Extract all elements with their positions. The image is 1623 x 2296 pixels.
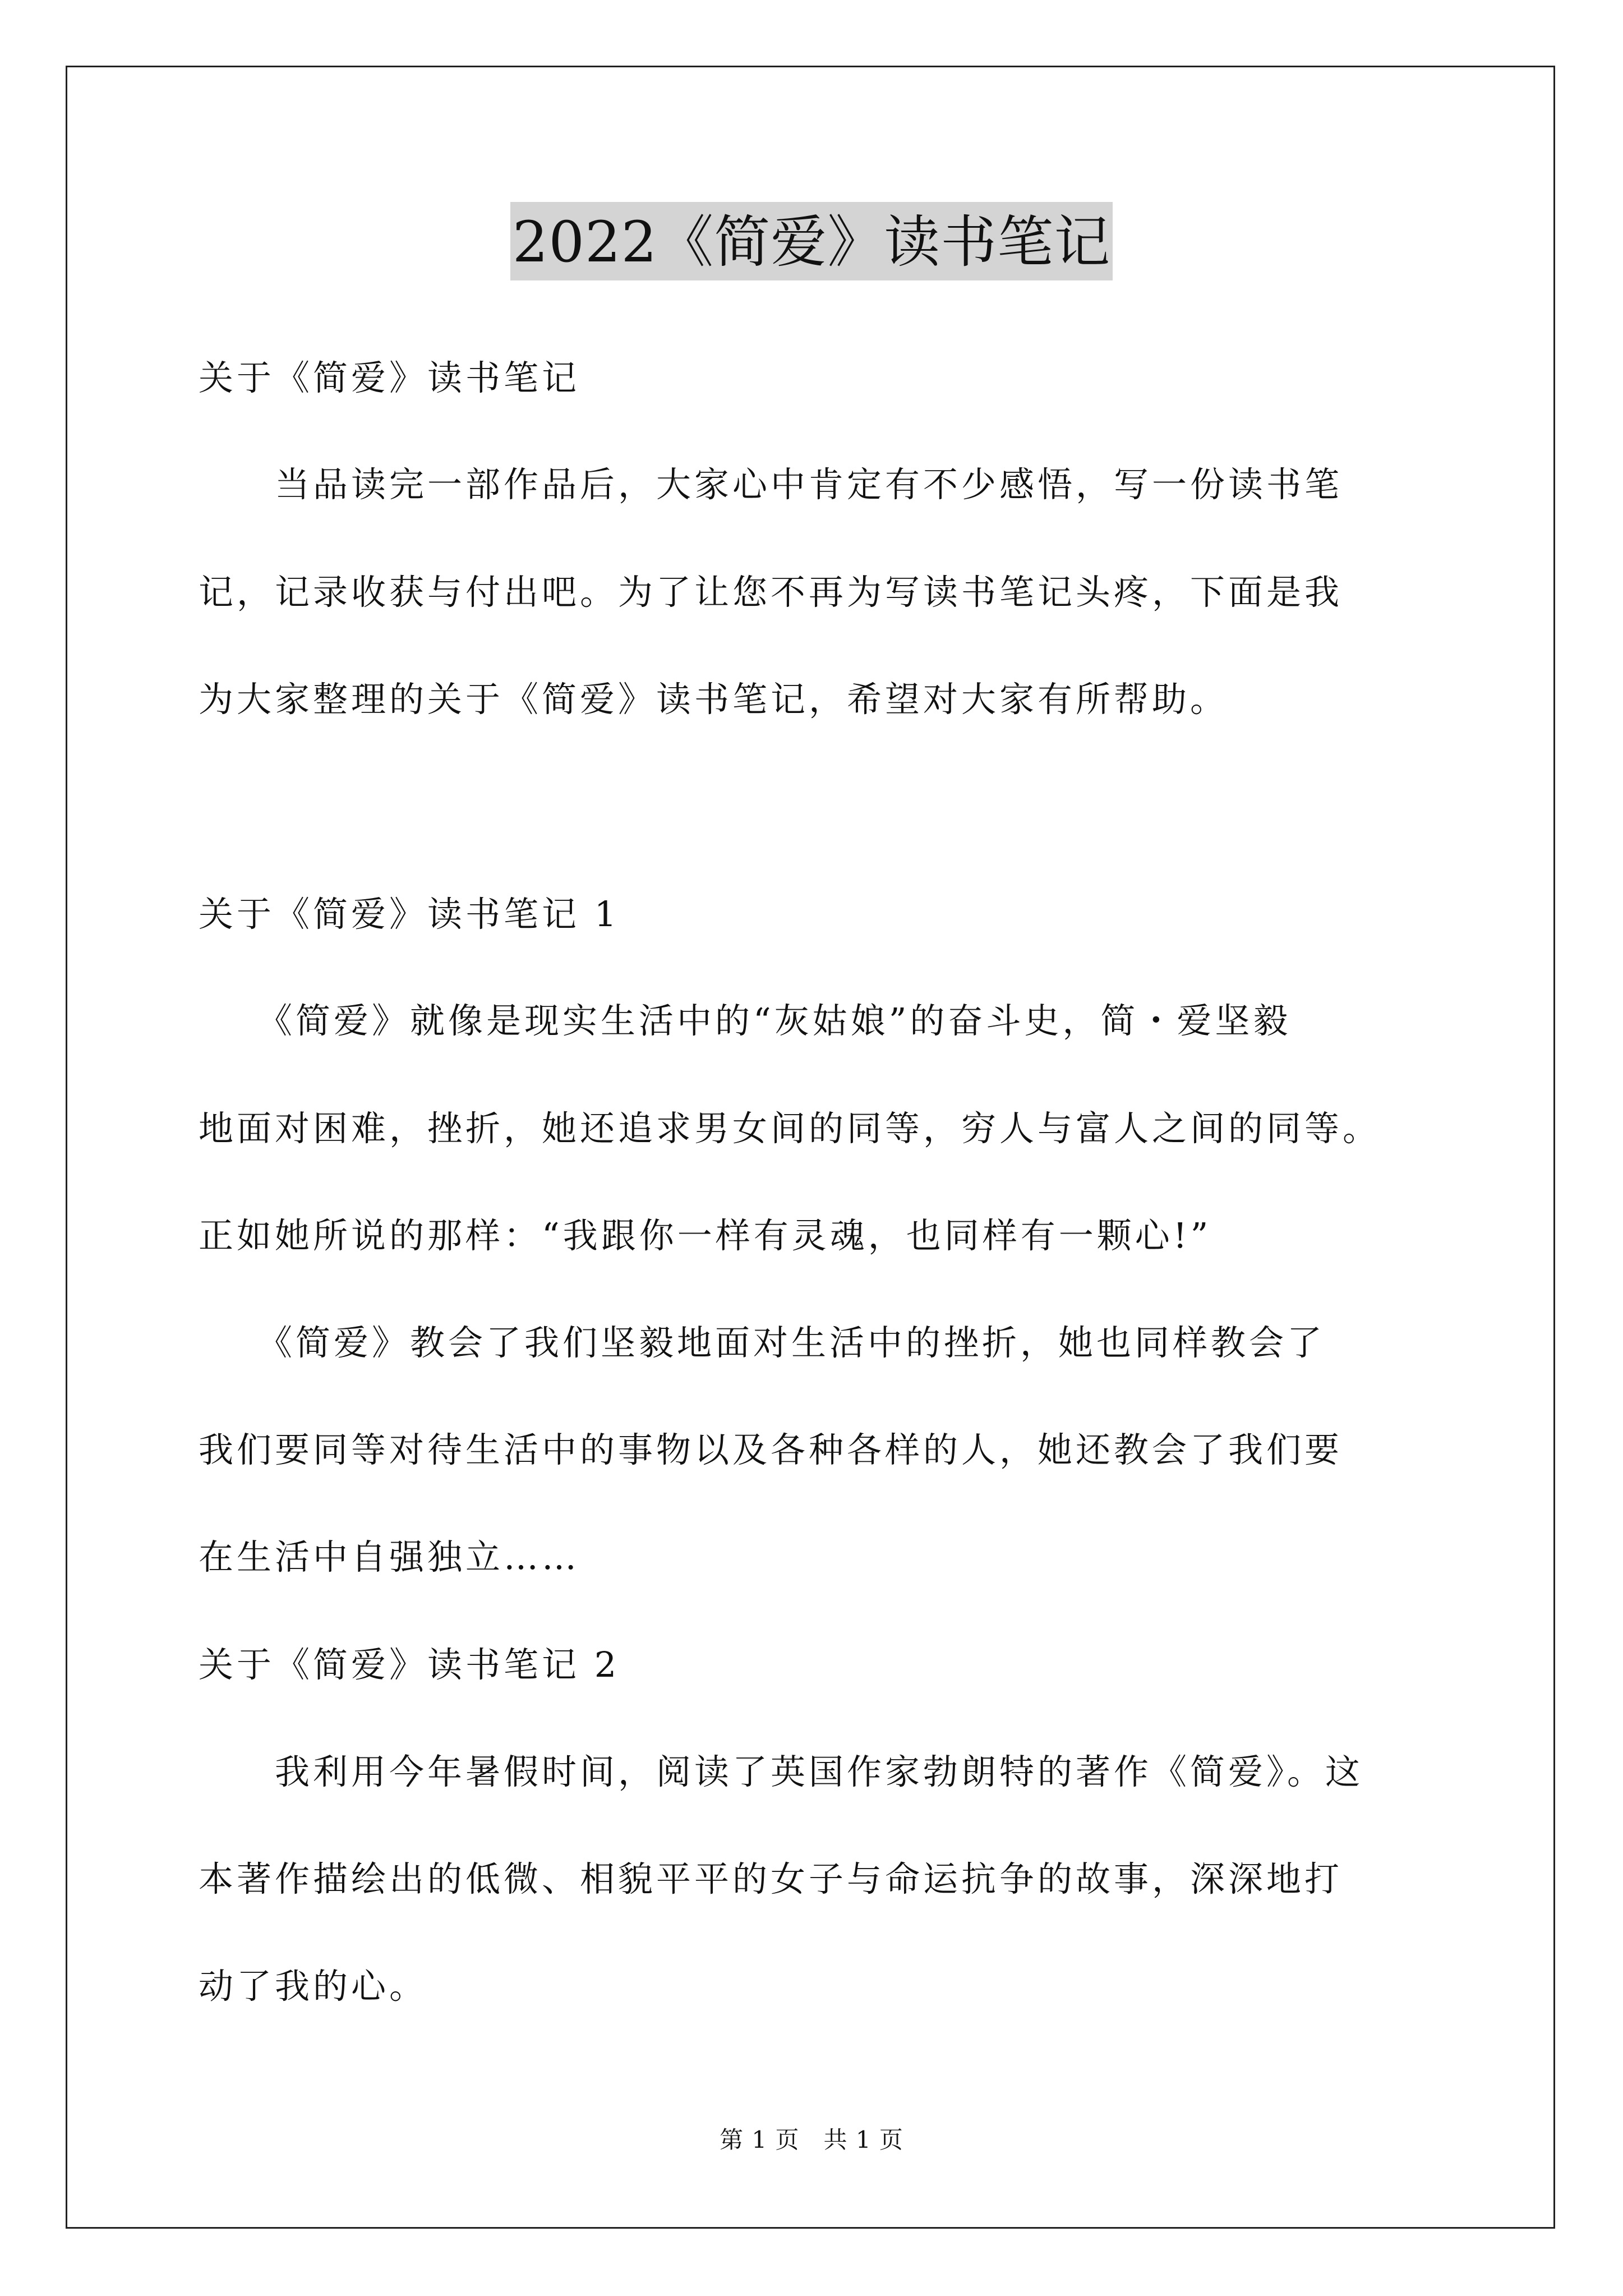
paragraph-line: 动了我的心。 xyxy=(199,1966,428,2007)
paragraph-line: 本著作描绘出的低微、相貌平平的女子与命运抗争的故事，深深地打 xyxy=(199,1858,1343,1899)
paragraph-line: 我利用今年暑假时间，阅读了英国作家勃朗特的著作《简爱》。这 xyxy=(199,1751,1364,1792)
heading-note-2: 关于《简爱》读书笔记 2 xyxy=(199,1644,620,1685)
paragraph-line: 正如她所说的那样：“我跟你一样有灵魂，也同样有一颗心!” xyxy=(199,1215,1212,1256)
paragraph-line: 在生活中自强独立…… xyxy=(199,1536,580,1577)
heading-note-1: 关于《简爱》读书笔记 1 xyxy=(199,894,620,935)
paragraph-line: 当品读完一部作品后，大家心中肯定有不少感悟，写一份读书笔 xyxy=(199,464,1343,505)
heading-intro: 关于《简爱》读书笔记 xyxy=(199,357,580,398)
document-title: 2022《简爱》读书笔记 xyxy=(510,202,1113,280)
paragraph-line: 为大家整理的关于《简爱》读书笔记，希望对大家有所帮助。 xyxy=(199,679,1229,720)
paragraph-line: 《简爱》就像是现实生活中的“灰姑娘”的奋斗史，简・爱坚毅 xyxy=(199,1000,1292,1041)
paragraph-line: 记，记录收获与付出吧。为了让您不再为写读书笔记头疼，下面是我 xyxy=(199,572,1343,613)
paragraph-line: 我们要同等对待生活中的事物以及各种各样的人，她还教会了我们要 xyxy=(199,1429,1343,1470)
paragraph-line: 地面对困难，挫折，她还追求男女间的同等，穷人与富人之间的同等。 xyxy=(199,1108,1381,1149)
paragraph-line: 《简爱》教会了我们坚毅地面对生活中的挫折，她也同样教会了 xyxy=(199,1322,1326,1363)
title-container xyxy=(0,202,1623,280)
page-footer: 第 1 页 共 1 页 xyxy=(720,2126,903,2154)
